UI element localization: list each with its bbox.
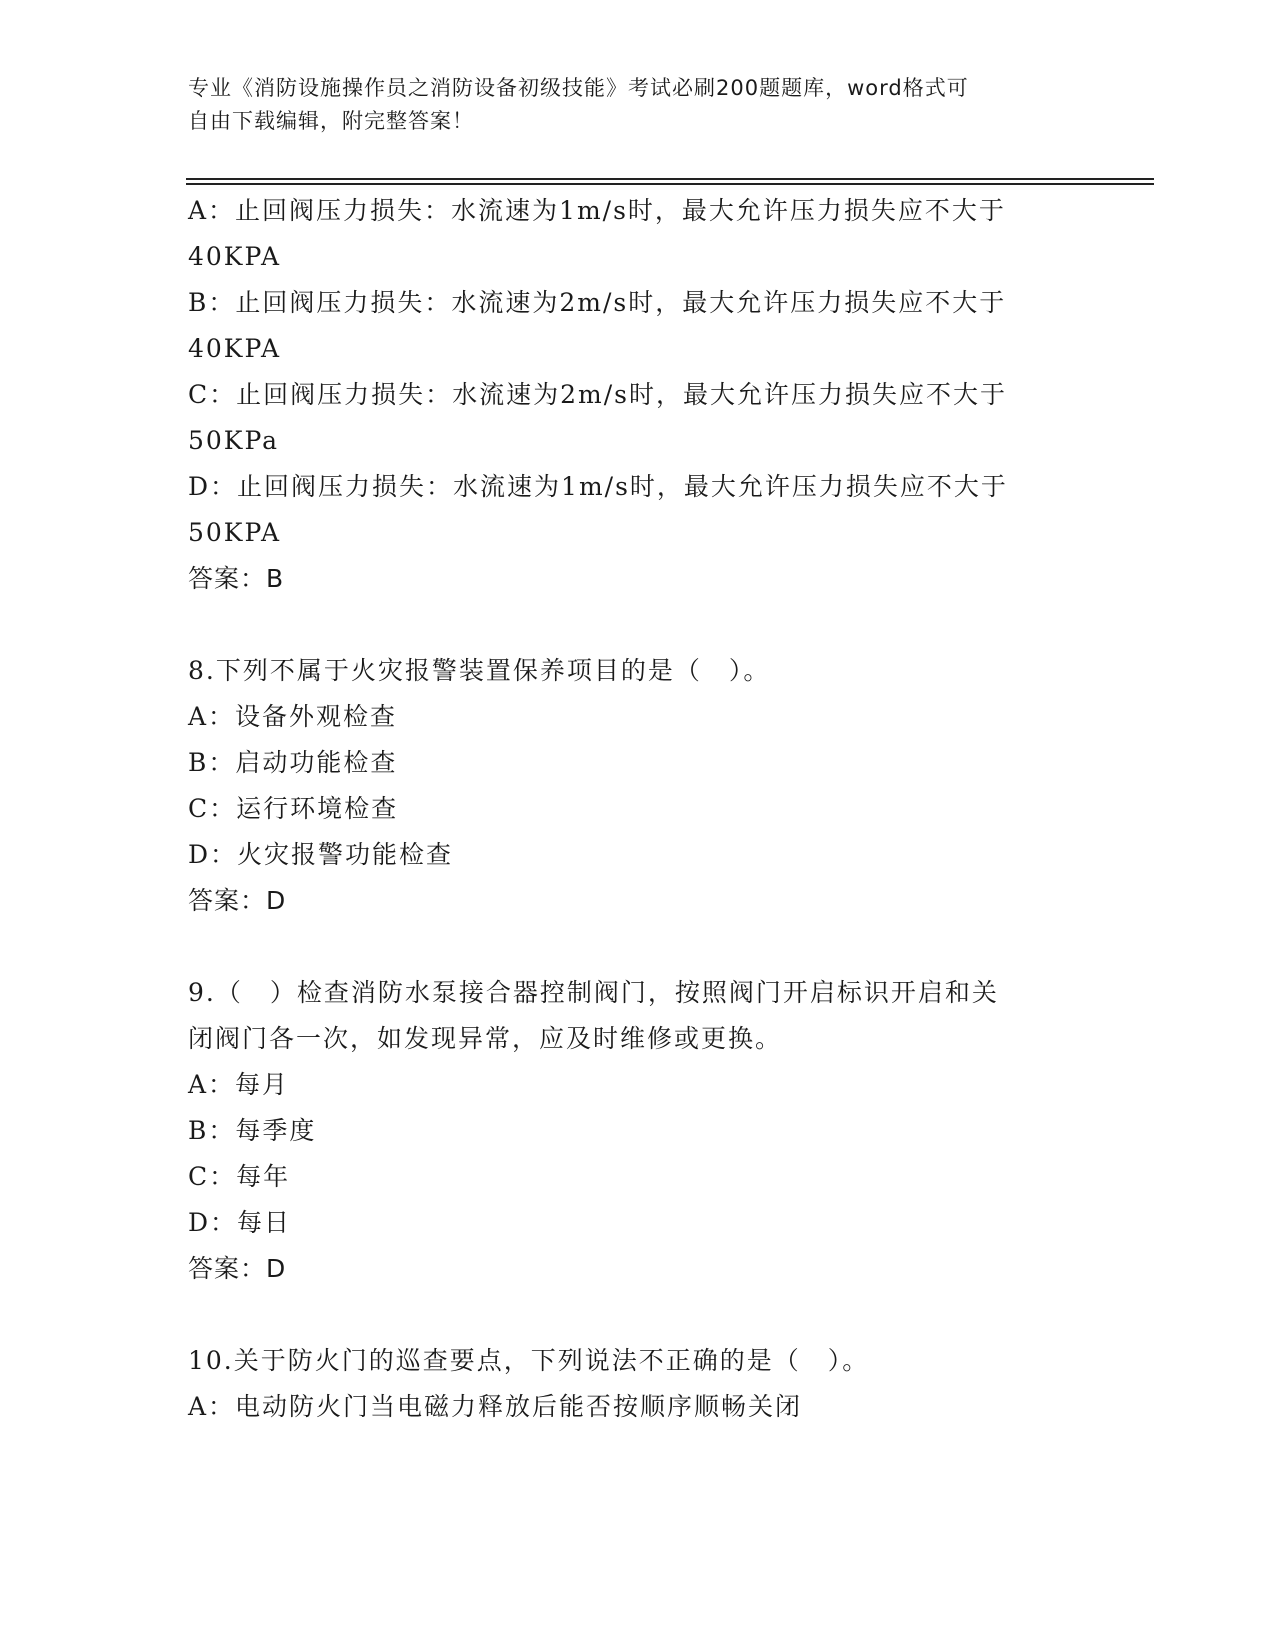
q7-option-c-line-2: 50KPa	[188, 426, 280, 455]
q10-stem: 10.关于防火门的巡查要点，下列说法不正确的是（ ）。	[188, 1346, 870, 1375]
q9-option-a: A：每月	[188, 1070, 290, 1099]
spacer	[188, 602, 1088, 648]
header-divider-top	[186, 178, 1154, 180]
page-header	[188, 72, 1068, 138]
question-10	[188, 1338, 1088, 1430]
q7-option-d-line-1: D：止回阀压力损失：水流速为1m/s时，最大允许压力损失应不大于	[188, 472, 1008, 501]
q9-answer: 答案：D	[188, 1254, 287, 1283]
q8-answer: 答案：D	[188, 886, 287, 915]
question-9	[188, 970, 1088, 1292]
q9-option-c: C：每年	[188, 1162, 291, 1191]
q7-option-d-line-2: 50KPA	[188, 518, 282, 547]
q8-option-c: C：运行环境检查	[188, 794, 399, 823]
question-8	[188, 648, 1088, 924]
q7-option-a-line-2: 40KPA	[188, 242, 282, 271]
q7-option-a-line-1: A：止回阀压力损失：水流速为1m/s时，最大允许压力损失应不大于	[188, 196, 1006, 225]
question-7	[188, 188, 1088, 602]
header-title-line-2: 自由下载编辑，附完整答案！	[188, 109, 474, 133]
q7-option-c-line-1: C：止回阀压力损失：水流速为2m/s时，最大允许压力损失应不大于	[188, 380, 1007, 409]
header-title-line-1: 专业《消防设施操作员之消防设备初级技能》考试必刷200题题库，word格式可	[188, 76, 969, 100]
q8-option-d: D：火灾报警功能检查	[188, 840, 454, 869]
q8-stem: 8.下列不属于火灾报警装置保养项目的是（ ）。	[188, 656, 771, 685]
q7-option-b-line-2: 40KPA	[188, 334, 282, 363]
q10-option-a: A：电动防火门当电磁力释放后能否按顺序顺畅关闭	[188, 1392, 803, 1421]
q8-option-a: A：设备外观检查	[188, 702, 398, 731]
q7-answer: 答案：B	[188, 564, 285, 593]
q9-stem-line-1: 9.（ ）检查消防水泵接合器控制阀门，按照阀门开启标识开启和关	[188, 978, 999, 1007]
q8-option-b: B：启动功能检查	[188, 748, 398, 777]
q9-option-b: B：每季度	[188, 1116, 317, 1145]
q9-option-d: D：每日	[188, 1208, 292, 1237]
q9-stem-line-2: 闭阀门各一次，如发现异常，应及时维修或更换。	[188, 1024, 783, 1053]
document-body	[188, 188, 1088, 1430]
q7-option-b-line-1: B：止回阀压力损失：水流速为2m/s时，最大允许压力损失应不大于	[188, 288, 1007, 317]
spacer	[188, 924, 1088, 970]
header-divider-bottom	[186, 183, 1154, 185]
spacer	[188, 1292, 1088, 1338]
